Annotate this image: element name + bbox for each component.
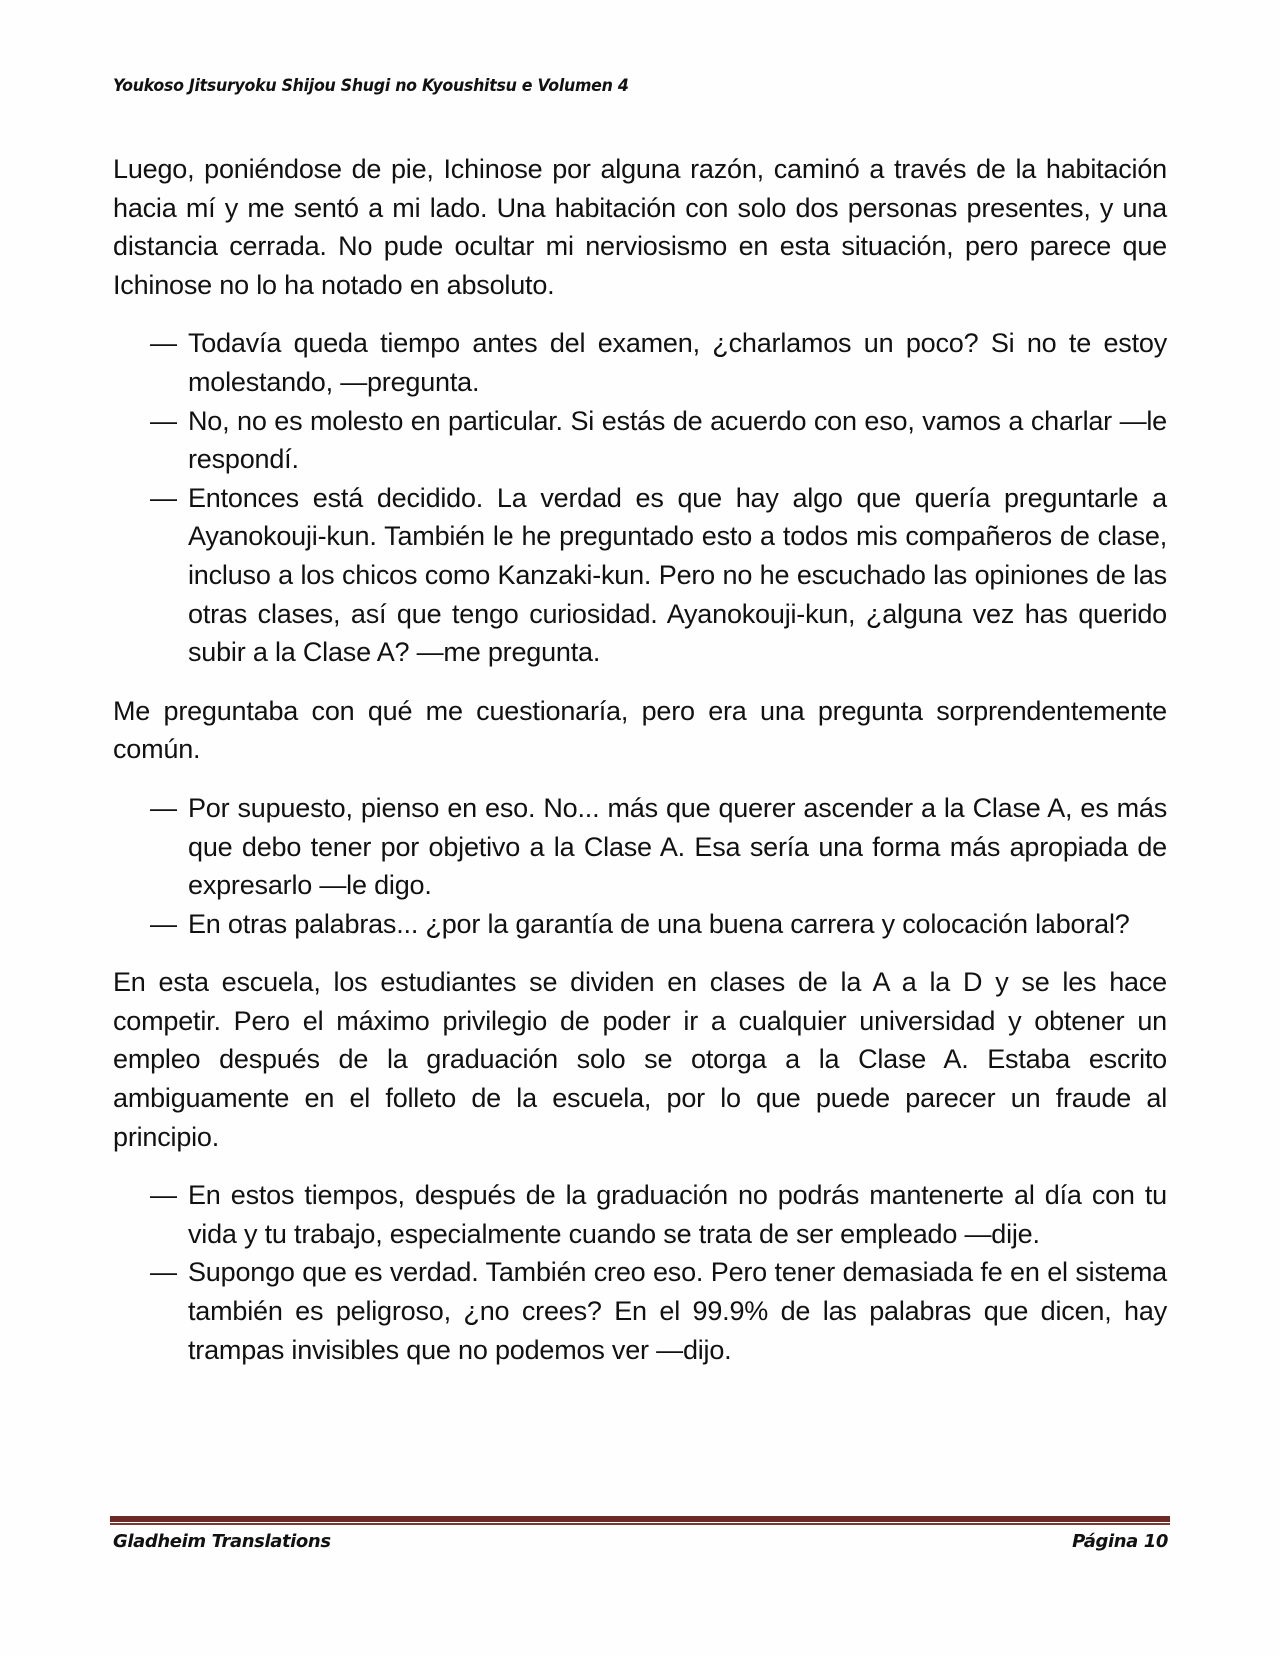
dialogue-block-2 xyxy=(113,789,1167,943)
paragraph-3: En esta escuela, los estudiantes se dividen en clases de la A a la D y se les hace competir. Pero el máximo privilegio de poder ir a cualquier universidad y obtener un empleo después de la graduación solo se otorga a la Clase A. Estaba escrito ambiguamente en el folleto de la escuela, por lo que puede parecer un fraude al principio. xyxy=(113,967,1167,1152)
dialogue-line xyxy=(113,479,1167,672)
dialogue-text: Por supuesto, pienso en eso. No... más que querer ascender a la Clase A, es más que debo tener por objetivo a la Clase A. Esa sería una forma más apropiada de expresarlo —le digo. xyxy=(188,792,1167,901)
footer-divider xyxy=(110,1516,1170,1525)
page-body xyxy=(113,150,1167,1389)
dialogue-text: Supongo que es verdad. También creo eso. Pero tener demasiada fe en el sistema también es peligroso, ¿no crees? En el 99.9% de las palabras que dicen, hay trampas invisibles que no podemos ver —dijo. xyxy=(188,1257,1167,1365)
dialogue-block-1 xyxy=(113,324,1167,671)
em-dash: — xyxy=(150,1257,177,1288)
dialogue-text: No, no es molesto en particular. Si estás de acuerdo con eso, vamos a charlar —le respondí. xyxy=(188,405,1167,475)
dialogue-line xyxy=(113,1253,1167,1369)
running-header-title: Youkoso Jitsuryoku Shijou Shugi no Kyoushitsu e Volumen 4 xyxy=(113,76,629,96)
dialogue-line xyxy=(113,905,1167,944)
em-dash: — xyxy=(150,1180,177,1211)
em-dash: — xyxy=(150,482,177,513)
em-dash: — xyxy=(150,908,177,939)
em-dash: — xyxy=(150,328,177,359)
em-dash: — xyxy=(150,792,177,823)
dialogue-text: Entonces está decidido. La verdad es que hay algo que quería preguntarle a Ayanokouji-kun. También le he preguntado esto a todos mis compañeros de clase, incluso a los chicos como Kanzaki-kun. Pero no he escuchado las opiniones de las otras clases, así que tengo curiosidad. Ayanokouji-kun, ¿alguna vez has querido subir a la Clase A? —me pregunta. xyxy=(188,482,1167,668)
footer-page-number: Página 10 xyxy=(1072,1531,1168,1552)
dialogue-line xyxy=(113,324,1167,401)
dialogue-line xyxy=(113,1176,1167,1253)
dialogue-text: Todavía queda tiempo antes del examen, ¿charlamos un poco? Si no te estoy molestando, —pregunta. xyxy=(188,328,1167,397)
em-dash: — xyxy=(150,405,177,436)
paragraph-2: Me preguntaba con qué me cuestionaría, pero era una pregunta sorprendentemente común. xyxy=(113,695,1167,765)
dialogue-line xyxy=(113,789,1167,905)
dialogue-line xyxy=(113,402,1167,479)
footer-divider-thin xyxy=(110,1523,1170,1525)
footer-publisher: Gladheim Translations xyxy=(113,1531,331,1552)
dialogue-text: En estos tiempos, después de la graduación no podrás mantenerte al día con tu vida y tu trabajo, especialmente cuando se trata de ser empleado —dije. xyxy=(188,1180,1167,1249)
paragraph-1: Luego, poniéndose de pie, Ichinose por alguna razón, caminó a través de la habitación hacia mí y me sentó a mi lado. Una habitación con solo dos personas presentes, y una distancia cerrada. No pude ocultar mi nerviosismo en esta situación, pero parece que Ichinose no lo ha notado en absoluto. xyxy=(113,154,1167,300)
dialogue-text: En otras palabras... ¿por la garantía de una buena carrera y colocación laboral? xyxy=(188,908,1130,939)
dialogue-block-3 xyxy=(113,1176,1167,1369)
